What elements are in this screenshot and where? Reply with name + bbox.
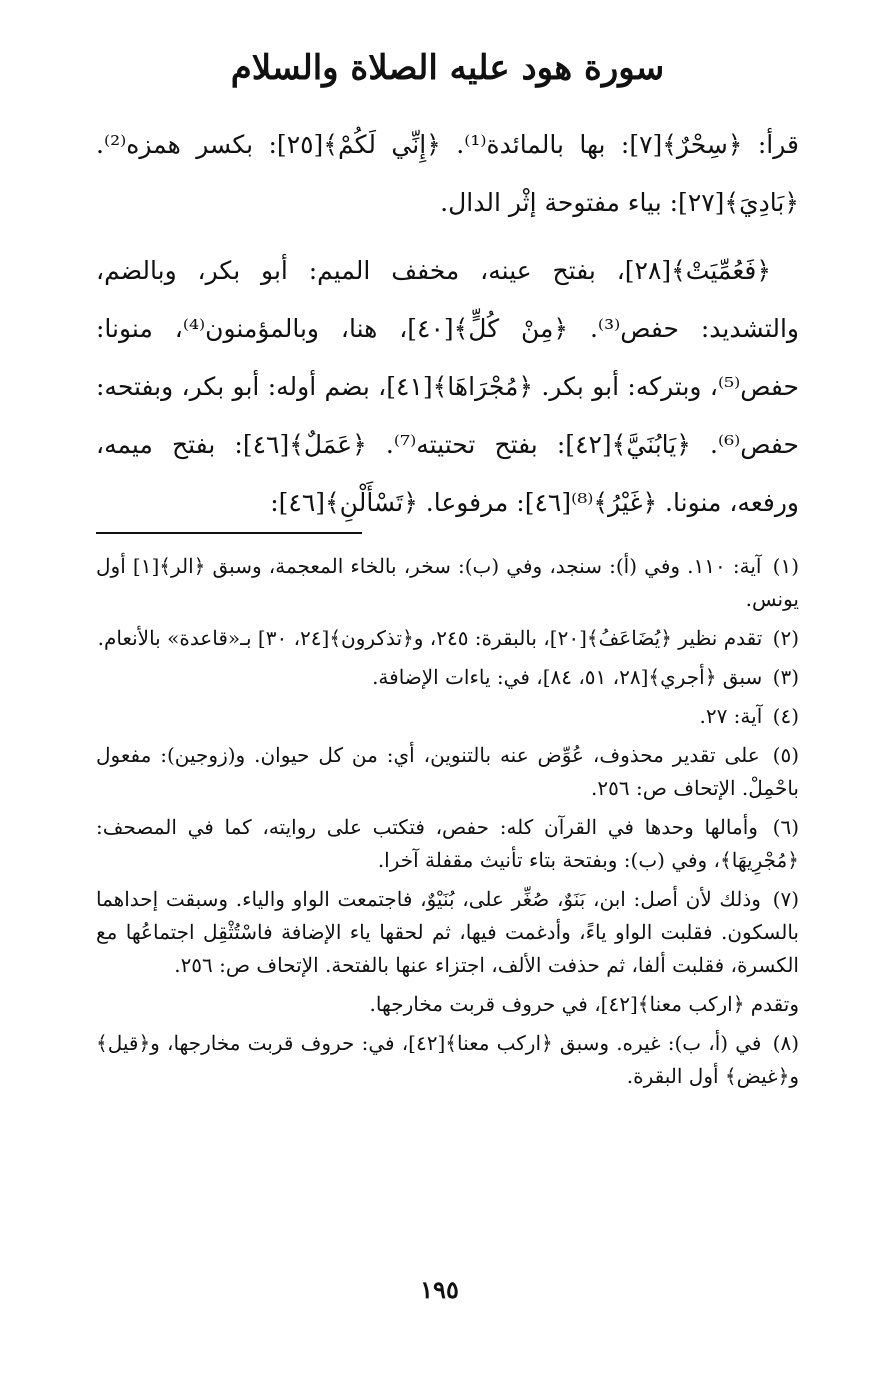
footnote-separator-wrap bbox=[96, 532, 799, 534]
page-number: ١٩٥ bbox=[420, 1275, 459, 1304]
footnote-separator bbox=[96, 532, 362, 534]
footnote-number: (٤) bbox=[772, 704, 799, 728]
footnotes bbox=[96, 550, 799, 1093]
footnote-text: وتقدم ﴿اركب معنا﴾[٤٢]، في حروف قربت مخارجها. bbox=[369, 992, 799, 1016]
paragraph-2: ﴿فَعُمِّيَتْ﴾[٢٨]، بفتح عينه، مخفف الميم: أبو بكر، وبالضم، والتشديد: حفص⁽³⁾. ﴿مِنْ كُلٍّ﴾[٤٠]، هنا، وبالمؤمنون⁽⁴⁾، منونا: حفص⁽⁵⁾، وبتركه: أبو بكر. ﴿مُجْرَاهَا﴾[٤١]، بضم أوله: أبو بكر، وبفتحه: حفص⁽⁶⁾. ﴿يَابُنَيَّ﴾[٤٢]: بفتح تحتيته⁽⁷⁾. ﴿عَمَلٌ﴾[٤٦]: بفتح ميمه، ورفعه، منونا. ﴿غَيْرُ﴾⁽⁸⁾[٤٦]: مرفوعا. ﴿تَسْأَلْنِ﴾[٤٦]: bbox=[96, 256, 800, 517]
footnote-number: (٣) bbox=[772, 665, 799, 689]
footnote-text: آية: ١١٠. وفي (أ): سنجد، وفي (ب): سخر، بالخاء المعجمة، وسبق ﴿الر﴾[١] أول يونس. bbox=[96, 554, 799, 611]
footnote-5 bbox=[96, 739, 799, 805]
footnote-4 bbox=[96, 700, 799, 733]
paragraph-1: قرأ: ﴿سِحْرٌ﴾[٧]: بها بالمائدة⁽¹⁾. ﴿إِنِّي لَكُمْ﴾[٢٥]: بكسر همزه⁽²⁾. ﴿بَادِيَ﴾[٢٧]: بياء مفتوحة إثْر الدال. bbox=[96, 130, 799, 217]
footnote-text: في (أ، ب): غيره. وسبق ﴿اركب معنا﴾[٤٢]، في: حروف قربت مخارجها، و﴿قيل﴾ و﴿غيض﴾ أول البقرة. bbox=[96, 1031, 799, 1088]
footnote-6 bbox=[96, 811, 799, 877]
footnote-2 bbox=[96, 622, 799, 655]
footnote-number: (٢) bbox=[772, 626, 799, 650]
footnote-number: (٦) bbox=[772, 815, 799, 839]
footnote-text: تقدم نظير ﴿يُضَاعَفُ﴾[٢٠]، بالبقرة: ٢٤٥، و﴿تذكرون﴾[٢٤، ٣٠] بـ«قاعدة» بالأنعام. bbox=[97, 626, 763, 650]
footnote-number: (١) bbox=[772, 554, 799, 578]
footnote-text: على تقدير محذوف، عُوِّض عنه بالتنوين، أي: من كل حيوان. و(زوجين): مفعول باحْمِلْ. الإتحاف ص: ٢٥٦. bbox=[96, 743, 799, 800]
footnote-7-continuation bbox=[96, 988, 799, 1021]
footnote-text: وذلك لأن أصل: ابن، بَنَوٌ، صُغِّر على، بُنَيْوٌ، فاجتمعت الواو والياء. وسبقت إحداهما بالسكون. فقلبت الواو ياءً، وأدغمت فيها، ثم لحقها ياء الإضافة فاسْتُثْقِل اجتماعُها مع الكسرة، فقلبت ألفا، ثم حذفت الألف، اجتزاء عنها بالفتحة. الإتحاف ص: ٢٥٦. bbox=[96, 887, 799, 977]
footnote-7 bbox=[96, 883, 799, 982]
footnote-number: (٨) bbox=[772, 1031, 800, 1055]
footnote-number: (٧) bbox=[772, 887, 800, 911]
footnote-text: آية: ٢٧. bbox=[699, 704, 763, 728]
footnote-text: سبق ﴿أجري﴾[٢٨، ٥١، ٨٤]، في: ياءات الإضافة. bbox=[372, 665, 763, 689]
footnote-8 bbox=[96, 1027, 799, 1093]
footnote-number: (٥) bbox=[772, 743, 799, 767]
footnote-3 bbox=[96, 661, 799, 694]
page-title: سورة هود عليه الصلاة والسلام bbox=[230, 48, 665, 88]
footnote-text: وأمالها وحدها في القرآن كله: حفص، فتكتب على روايته، كما في المصحف: ﴿مُجْرِيهَا﴾، وفي (ب): وبفتحة بتاء تأنيث مقفلة آخرا. bbox=[96, 815, 799, 872]
main-text bbox=[96, 116, 799, 532]
footnote-1 bbox=[96, 550, 799, 616]
